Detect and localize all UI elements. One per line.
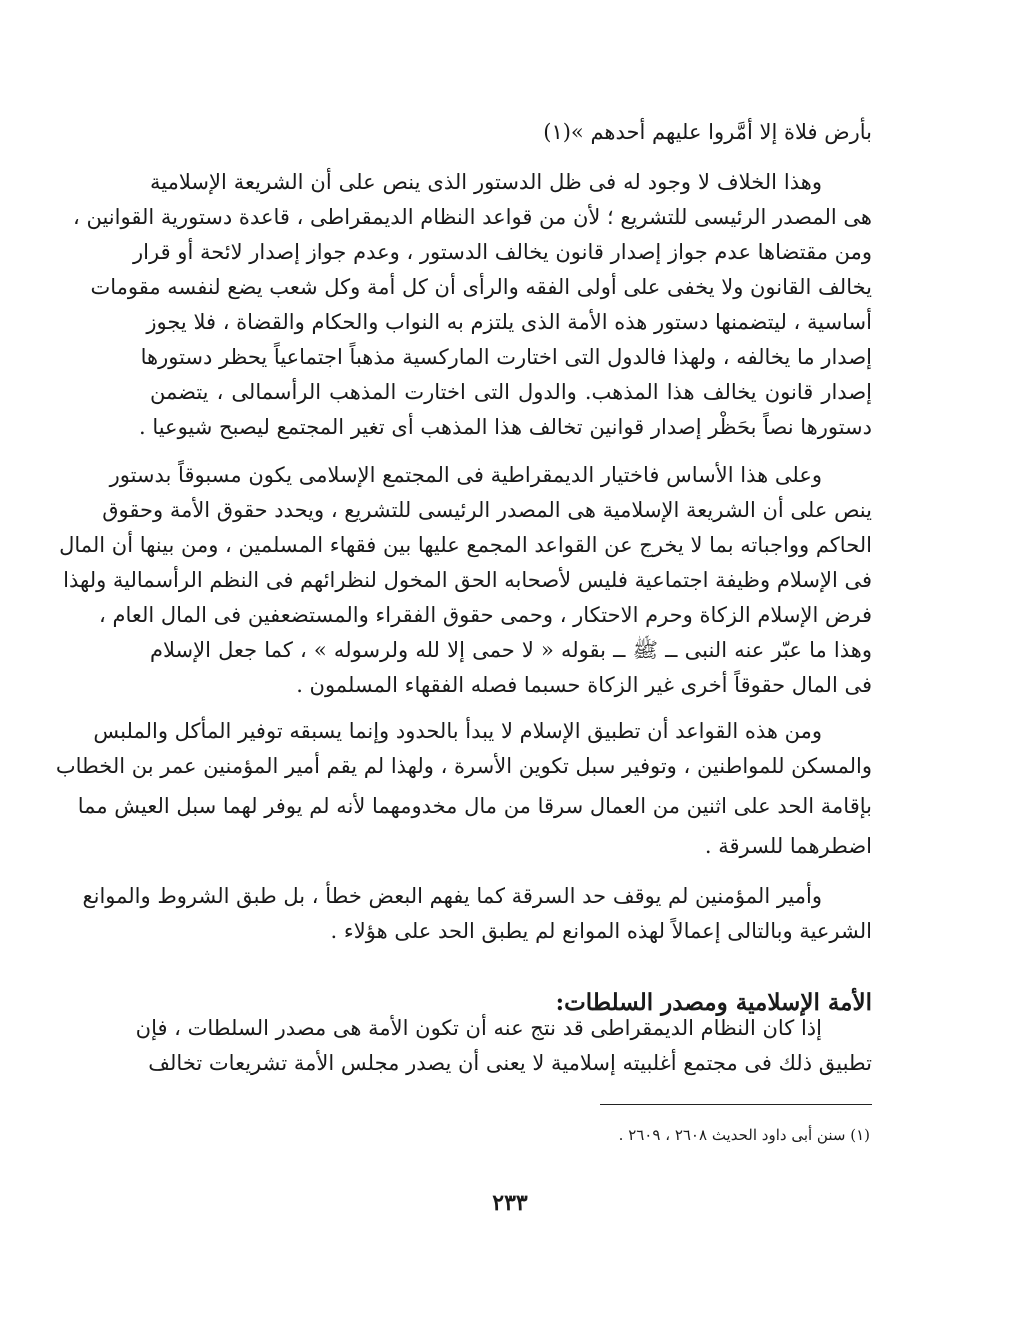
body-line: بإقامة الحد على اثنين من العمال سرقا من مال مخدومهما لأنه لم يوفر لهما سبل العيش مما (77, 794, 872, 818)
body-line: وهذا الخلاف لا وجود له فى ظل الدستور الذى ينص على أن الشريعة الإسلامية (150, 170, 822, 194)
body-line: وأمير المؤمنين لم يوقف حد السرقة كما يفهم البعض خطأ ، بل طبق الشروط والموانع (82, 884, 822, 908)
body-line: بأرض فلاة إلا أمَّروا عليهم أحدهم »(١) (543, 120, 872, 144)
body-line: ومن هذه القواعد أن تطبيق الإسلام لا يبدأ بالحدود وإنما يسبقه توفير المأكل والملبس (93, 719, 822, 743)
section-heading: الأمة الإسلامية ومصدر السلطات: (555, 989, 872, 1016)
body-line: ينص على أن الشريعة الإسلامية هى المصدر الرئيسى للتشريع ، ويحدد حقوق الأمة وحقوق (102, 498, 872, 522)
body-line: والمسكن للمواطنين ، وتوفير سبل تكوين الأسرة ، ولهذا لم يقم أمير المؤمنين عمر بن الخطاب (55, 754, 872, 778)
body-line: إذا كان النظام الديمقراطى قد نتج عنه أن تكون الأمة هى مصدر السلطات ، فإن (135, 1016, 822, 1040)
body-line: فى المال حقوقاً أخرى غير الزكاة حسبما فصله الفقهاء المسلمون . (296, 673, 872, 697)
footnote: (١) سنن أبى داود الحديث ٢٦٠٨ ، ٢٦٠٩ . (618, 1126, 870, 1144)
body-line: الحاكم وواجباته بما لا يخرج عن القواعد المجمع عليها بين فقهاء المسلمين ، ومن بينها أن المال (59, 533, 872, 557)
page-number: ٢٣٣ (492, 1190, 528, 1216)
body-line: إصدار ما يخالفه ، ولهذا فالدول التى اختارت الماركسية مذهباً اجتماعياً يحظر دستورها (140, 345, 872, 369)
body-line: إصدار قانون يخالف هذا المذهب. والدول التى اختارت المذهب الرأسمالى ، يتضمن (150, 380, 872, 404)
body-line: فرض الإسلام الزكاة وحرم الاحتكار ، وحمى حقوق الفقراء والمستضعفين فى المال العام ، (99, 603, 872, 627)
body-line: ومن مقتضاها عدم جواز إصدار قانون يخالف الدستور ، وعدم جواز إصدار لائحة أو قرار (133, 240, 872, 264)
body-line: الشرعية وبالتالى إعمالاً لهذه الموانع لم يطبق الحد على هؤلاء . (330, 919, 872, 943)
body-line: يخالف القانون ولا يخفى على أولى الفقه والرأى أن كل أمة وكل شعب يضع لنفسه مقومات (90, 275, 872, 299)
body-line: فى الإسلام وظيفة اجتماعية فليس لأصحابه الحق المخول لنظرائهم فى النظم الرأسمالية ولهذا (63, 568, 872, 592)
body-line: دستورها نصاً بحَظْر إصدار قوانين تخالف هذا المذهب أى تغير المجتمع ليصبح شيوعيا . (138, 415, 872, 439)
body-line: وعلى هذا الأساس فاختيار الديمقراطية فى المجتمع الإسلامى يكون مسبوقاً بدستور (109, 463, 822, 487)
body-line: أساسية ، ليتضمنها دستور هذه الأمة الذى يلتزم به النواب والحكام والقضاة ، فلا يجوز (146, 310, 872, 334)
body-line: تطبيق ذلك فى مجتمع أغلبيته إسلامية لا يعنى أن يصدر مجلس الأمة تشريعات تخالف (148, 1051, 872, 1075)
footnote-separator (600, 1104, 872, 1105)
body-line: وهذا ما عبّر عنه النبى ــ ﷺ ــ بقوله « لا حمى إلا لله ولرسوله » ، كما جعل الإسلام (150, 638, 872, 662)
body-line: هى المصدر الرئيسى للتشريع ؛ لأن من قواعد النظام الديمقراطى ، قاعدة دستورية القوانين ، (73, 205, 872, 229)
body-line: اضطرهما للسرقة . (704, 834, 872, 858)
